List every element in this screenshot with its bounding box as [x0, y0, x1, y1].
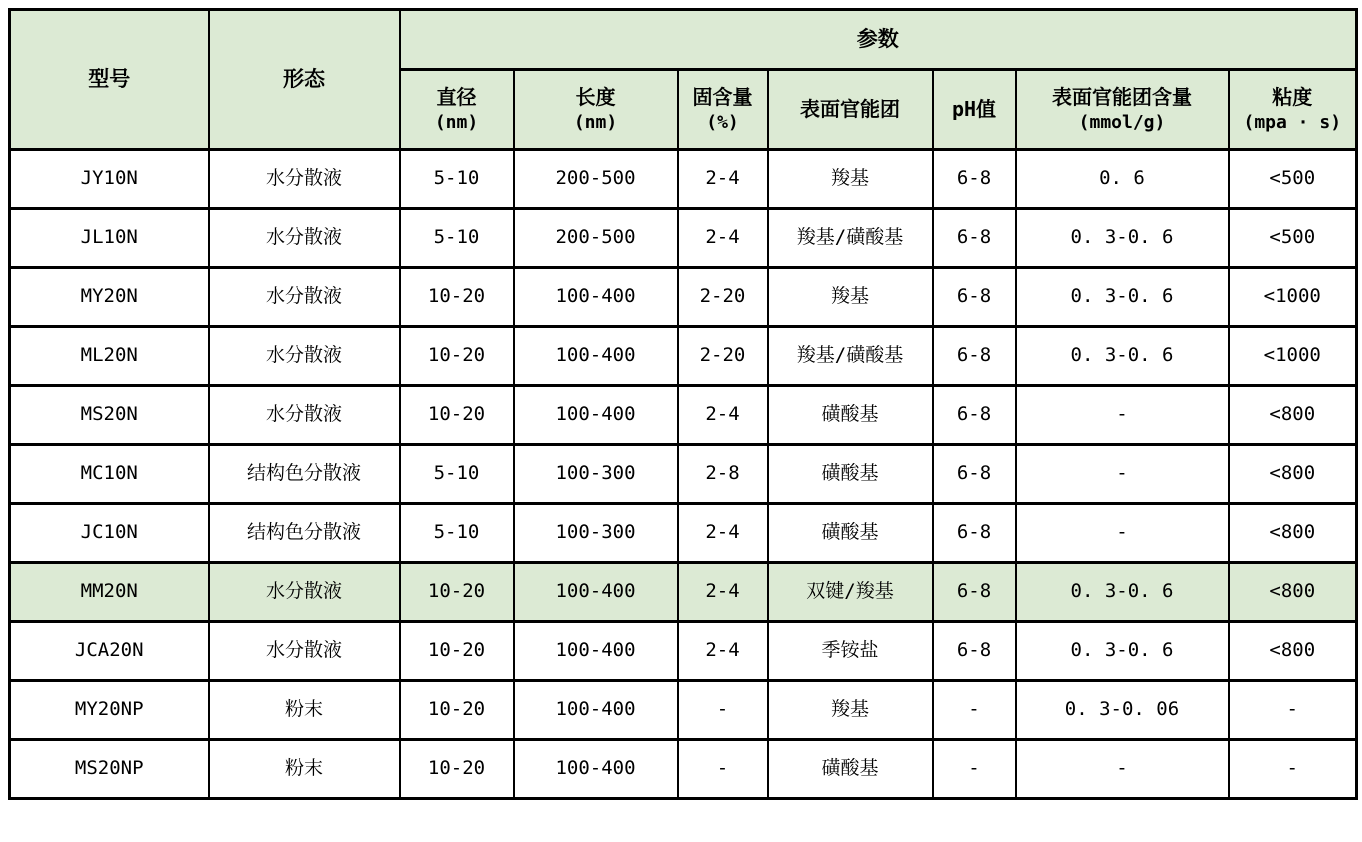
cell-diameter: 5-10 — [400, 445, 514, 504]
cell-viscosity: <1000 — [1229, 268, 1357, 327]
cell-solid-content: 2-20 — [678, 327, 768, 386]
cell-form: 粉末 — [209, 740, 400, 799]
cell-solid-content: 2-4 — [678, 504, 768, 563]
cell-group-content: - — [1016, 445, 1229, 504]
cell-group-content: 0. 3-0. 06 — [1016, 681, 1229, 740]
cell-length: 100-400 — [514, 386, 678, 445]
table-row — [10, 327, 1357, 386]
cell-group-content: - — [1016, 386, 1229, 445]
header-length — [514, 70, 678, 150]
cell-ph: 6-8 — [933, 209, 1016, 268]
cell-solid-content: - — [678, 681, 768, 740]
cell-model: MS20NP — [10, 740, 209, 799]
header-params-group: 参数 — [400, 10, 1357, 70]
cell-functional-group: 磺酸基 — [768, 386, 933, 445]
header-group-content-unit: (mmol/g) — [1078, 111, 1166, 133]
cell-length: 100-400 — [514, 622, 678, 681]
cell-length: 100-400 — [514, 327, 678, 386]
header-model: 型号 — [10, 10, 209, 150]
cell-group-content: 0. 3-0. 6 — [1016, 622, 1229, 681]
header-solid-content-label: 固含量 — [692, 85, 753, 110]
table-row — [10, 209, 1357, 268]
cell-ph: 6-8 — [933, 150, 1016, 209]
table-row — [10, 445, 1357, 504]
cell-model: JCA20N — [10, 622, 209, 681]
header-ph — [933, 70, 1016, 150]
cell-length: 100-400 — [514, 563, 678, 622]
cell-form: 粉末 — [209, 681, 400, 740]
cell-form: 水分散液 — [209, 386, 400, 445]
header-diameter-unit: (nm) — [434, 111, 479, 133]
cell-viscosity: <1000 — [1229, 327, 1357, 386]
cell-length: 200-500 — [514, 150, 678, 209]
cell-length: 100-300 — [514, 504, 678, 563]
cell-functional-group: 磺酸基 — [768, 445, 933, 504]
cell-diameter: 5-10 — [400, 209, 514, 268]
cell-model: MY20N — [10, 268, 209, 327]
cell-viscosity: - — [1229, 681, 1357, 740]
cell-functional-group: 磺酸基 — [768, 740, 933, 799]
cell-viscosity: <500 — [1229, 150, 1357, 209]
cell-group-content: 0. 3-0. 6 — [1016, 209, 1229, 268]
cell-form: 结构色分散液 — [209, 504, 400, 563]
header-solid-content — [678, 70, 768, 150]
cell-solid-content: 2-4 — [678, 150, 768, 209]
header-group-row — [10, 10, 1357, 70]
cell-model: MY20NP — [10, 681, 209, 740]
table-row — [10, 386, 1357, 445]
cell-group-content: - — [1016, 504, 1229, 563]
cell-viscosity: - — [1229, 740, 1357, 799]
cell-model: JY10N — [10, 150, 209, 209]
header-group-content-label: 表面官能团含量 — [1052, 85, 1192, 110]
table-row — [10, 268, 1357, 327]
header-group-content — [1016, 70, 1229, 150]
cell-functional-group: 羧基/磺酸基 — [768, 209, 933, 268]
cell-solid-content: 2-8 — [678, 445, 768, 504]
cell-functional-group: 羧基 — [768, 150, 933, 209]
cell-ph: 6-8 — [933, 386, 1016, 445]
cell-length: 100-300 — [514, 445, 678, 504]
cell-ph: 6-8 — [933, 504, 1016, 563]
cell-viscosity: <800 — [1229, 445, 1357, 504]
cell-group-content: 0. 3-0. 6 — [1016, 563, 1229, 622]
cell-viscosity: <800 — [1229, 504, 1357, 563]
cell-form: 水分散液 — [209, 327, 400, 386]
cell-solid-content: 2-4 — [678, 386, 768, 445]
cell-ph: 6-8 — [933, 327, 1016, 386]
cell-functional-group: 磺酸基 — [768, 504, 933, 563]
cell-length: 100-400 — [514, 740, 678, 799]
header-solid-content-unit: (%) — [706, 111, 739, 133]
cell-solid-content: 2-20 — [678, 268, 768, 327]
header-form: 形态 — [209, 10, 400, 150]
table-row — [10, 622, 1357, 681]
cell-model: MC10N — [10, 445, 209, 504]
table-header — [10, 10, 1357, 150]
header-functional-group — [768, 70, 933, 150]
cell-functional-group: 羧基 — [768, 681, 933, 740]
header-length-unit: (nm) — [573, 111, 618, 133]
cell-length: 100-400 — [514, 268, 678, 327]
header-viscosity-unit: (mpa · s) — [1243, 111, 1342, 133]
cell-ph: - — [933, 740, 1016, 799]
cell-diameter: 5-10 — [400, 504, 514, 563]
product-spec-table — [8, 8, 1358, 800]
cell-ph: 6-8 — [933, 563, 1016, 622]
cell-group-content: 0. 3-0. 6 — [1016, 268, 1229, 327]
cell-group-content: 0. 3-0. 6 — [1016, 327, 1229, 386]
cell-solid-content: - — [678, 740, 768, 799]
table-row — [10, 150, 1357, 209]
cell-viscosity: <500 — [1229, 209, 1357, 268]
cell-model: MM20N — [10, 563, 209, 622]
cell-functional-group: 羧基 — [768, 268, 933, 327]
cell-form: 水分散液 — [209, 209, 400, 268]
cell-model: ML20N — [10, 327, 209, 386]
cell-diameter: 10-20 — [400, 563, 514, 622]
cell-length: 100-400 — [514, 681, 678, 740]
header-viscosity-label: 粘度 — [1272, 85, 1313, 110]
table-row — [10, 504, 1357, 563]
cell-solid-content: 2-4 — [678, 622, 768, 681]
table-body — [10, 150, 1357, 799]
cell-functional-group: 羧基/磺酸基 — [768, 327, 933, 386]
table-row — [10, 563, 1357, 622]
cell-group-content: - — [1016, 740, 1229, 799]
cell-ph: 6-8 — [933, 622, 1016, 681]
cell-ph: - — [933, 681, 1016, 740]
cell-functional-group: 季铵盐 — [768, 622, 933, 681]
cell-model: JC10N — [10, 504, 209, 563]
table-row — [10, 740, 1357, 799]
cell-model: MS20N — [10, 386, 209, 445]
cell-diameter: 10-20 — [400, 681, 514, 740]
cell-viscosity: <800 — [1229, 563, 1357, 622]
cell-diameter: 10-20 — [400, 622, 514, 681]
cell-form: 水分散液 — [209, 268, 400, 327]
table-row — [10, 681, 1357, 740]
cell-viscosity: <800 — [1229, 622, 1357, 681]
header-ph-label: pH值 — [951, 97, 997, 122]
header-viscosity — [1229, 70, 1357, 150]
cell-diameter: 10-20 — [400, 268, 514, 327]
cell-ph: 6-8 — [933, 445, 1016, 504]
cell-diameter: 10-20 — [400, 327, 514, 386]
cell-diameter: 10-20 — [400, 386, 514, 445]
header-functional-group-label: 表面官能团 — [800, 97, 900, 122]
cell-form: 水分散液 — [209, 622, 400, 681]
cell-solid-content: 2-4 — [678, 209, 768, 268]
cell-group-content: 0. 6 — [1016, 150, 1229, 209]
header-length-label: 长度 — [575, 85, 616, 110]
header-diameter-label: 直径 — [436, 85, 477, 110]
cell-diameter: 5-10 — [400, 150, 514, 209]
cell-form: 结构色分散液 — [209, 445, 400, 504]
header-diameter — [400, 70, 514, 150]
cell-form: 水分散液 — [209, 563, 400, 622]
cell-length: 200-500 — [514, 209, 678, 268]
cell-form: 水分散液 — [209, 150, 400, 209]
cell-diameter: 10-20 — [400, 740, 514, 799]
cell-model: JL10N — [10, 209, 209, 268]
cell-functional-group: 双键/羧基 — [768, 563, 933, 622]
cell-solid-content: 2-4 — [678, 563, 768, 622]
cell-ph: 6-8 — [933, 268, 1016, 327]
cell-viscosity: <800 — [1229, 386, 1357, 445]
